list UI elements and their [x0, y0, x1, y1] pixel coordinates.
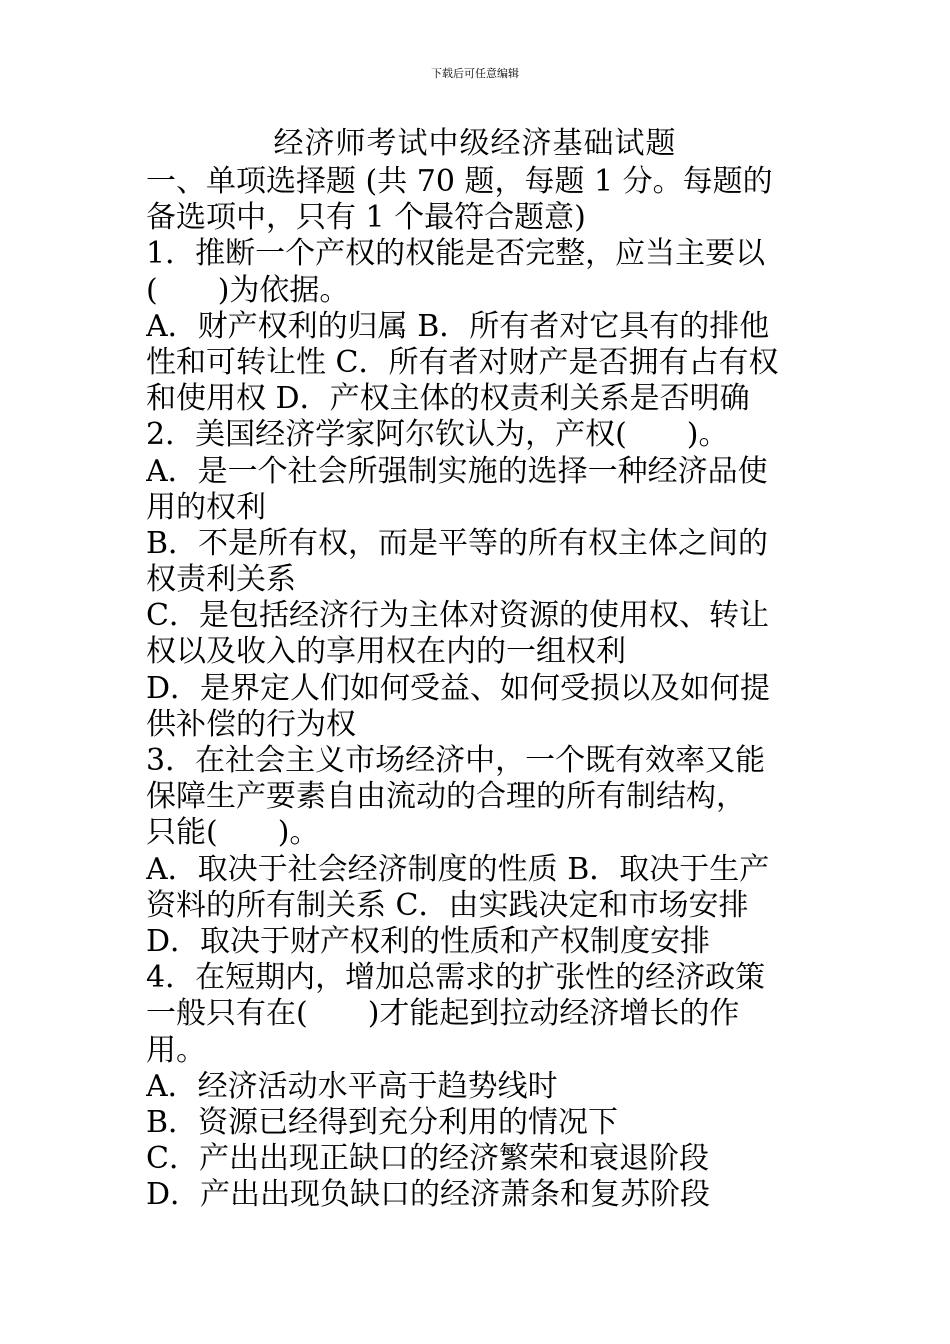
question-3-stem: 保障生产要素自由流动的合理的所有制结构，	[146, 779, 746, 815]
question-3-options: 资料的所有制关系 C．由实践决定和市场安排	[146, 887, 749, 923]
question-2-option-b: B．不是所有权，而是平等的所有权主体之间的	[146, 525, 769, 561]
question-4-stem: 4．在短期内，增加总需求的扩张性的经济政策	[146, 960, 766, 996]
section-heading-line: 备选项中，只有 1 个最符合题意)	[146, 200, 586, 236]
question-4-stem: 用。	[146, 1032, 206, 1068]
question-2-stem: 2．美国经济学家阿尔钦认为，产权( )。	[146, 417, 729, 453]
question-4-stem: 一般只有在( )才能起到拉动经济增长的作	[146, 996, 740, 1032]
document-title: 经济师考试中级经济基础试题	[273, 126, 677, 161]
question-3-stem: 3．在社会主义市场经济中，一个既有效率又能	[146, 743, 766, 778]
header-note: 下载后可任意编辑	[431, 67, 519, 80]
section-heading-line: 一、单项选择题 (共 70 题，每题 1 分。每题的	[146, 164, 773, 199]
question-2-option-c: 权以及收入的享用权在内的一组权利	[146, 634, 626, 670]
question-3-options: A．取决于社会经济制度的性质 B．取决于生产	[146, 851, 770, 887]
question-2-option-d: 供补偿的行为权	[146, 706, 356, 742]
question-1-stem: ( )为依据。	[146, 272, 350, 308]
question-1-options: 性和可转让性 C．所有者对财产是否拥有占有权	[146, 344, 779, 380]
question-1-options: A．财产权利的归属 B．所有者对它具有的排他	[146, 308, 770, 344]
question-1-stem: 1．推断一个产权的权能是否完整，应当主要以	[146, 236, 766, 272]
question-4-option-b: B．资源已经得到充分利用的情况下	[146, 1104, 619, 1140]
question-4-option-d: D．产出出现负缺口的经济萧条和复苏阶段	[146, 1177, 711, 1213]
document-body	[146, 164, 816, 1213]
question-3-stem: 只能( )。	[146, 815, 320, 851]
question-2-option-c: C．是包括经济行为主体对资源的使用权、转让	[146, 598, 769, 634]
question-4-option-c: C．产出出现正缺口的经济繁荣和衰退阶段	[146, 1141, 709, 1177]
question-4-option-a: A．经济活动水平高于趋势线时	[146, 1068, 558, 1104]
question-1-options: 和使用权 D．产权主体的权责利关系是否明确	[146, 381, 750, 417]
question-2-option-a: 用的权利	[146, 489, 266, 525]
question-2-option-d: D．是界定人们如何受益、如何受损以及如何提	[146, 670, 771, 706]
question-2-option-b: 权责利关系	[146, 562, 296, 598]
question-3-option-d: D．取决于财产权利的性质和产权制度安排	[146, 923, 711, 959]
question-2-option-a: A．是一个社会所强制实施的选择一种经济品使	[146, 453, 768, 489]
